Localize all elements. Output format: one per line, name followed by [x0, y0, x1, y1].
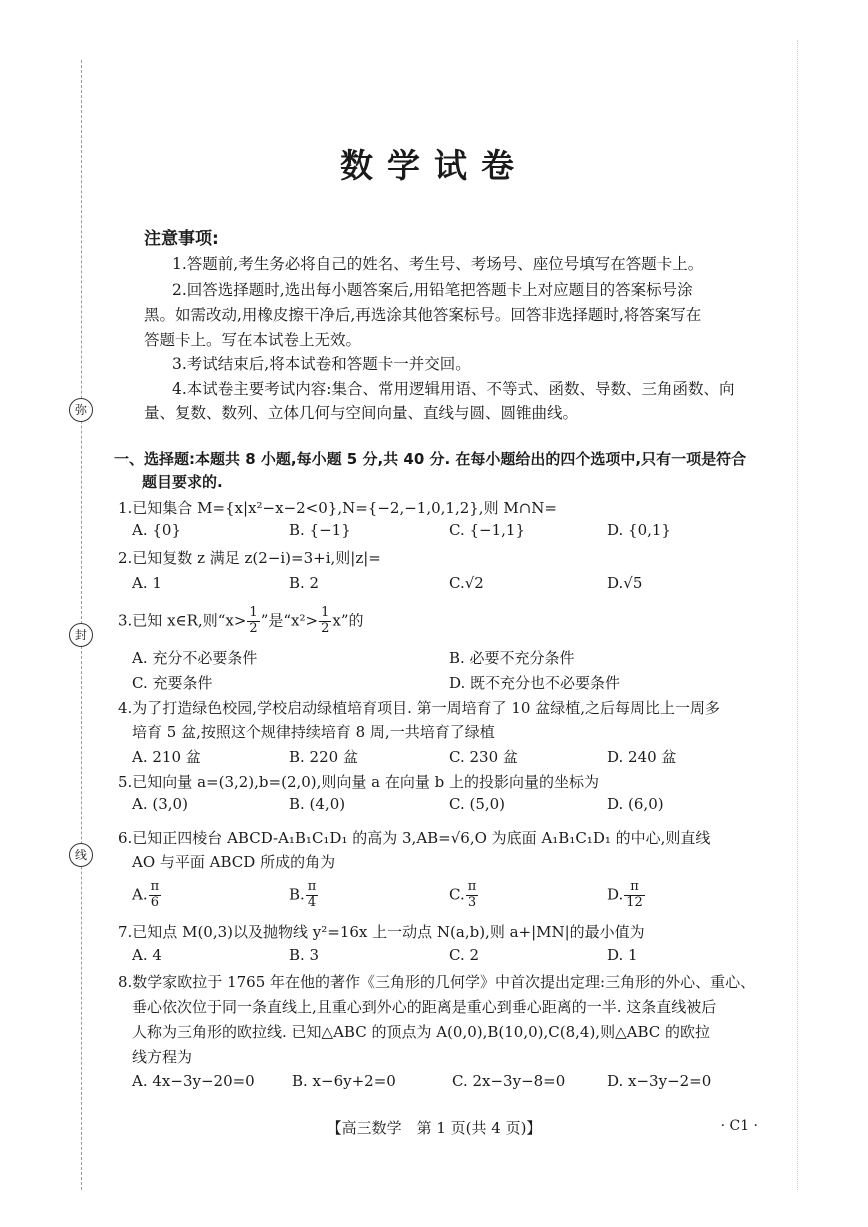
notice-line: 3.考试结束后,将本试卷和答题卡一并交回。: [172, 355, 471, 373]
q7-option-d[interactable]: D. 1: [607, 946, 638, 964]
q4-option-b[interactable]: B. 220 盆: [289, 748, 358, 766]
page-edge: [797, 40, 798, 1190]
page-footer: 【高三数学 第 1 页(共 4 页)】: [326, 1119, 542, 1137]
q3-stem-b: ”是“x²>: [260, 611, 319, 630]
q1-option-a[interactable]: A. {0}: [132, 521, 181, 539]
q6-option-b[interactable]: B. $\frac{\pi}{4}$: [289, 879, 317, 910]
notice-line: 黑。如需改动,用橡皮擦干净后,再选涂其他答案标号。回答非选择题时,将答案写在: [144, 306, 702, 324]
q2-option-c[interactable]: C.√2: [449, 574, 484, 592]
question-6-line2: AO 与平面 ABCD 所成的角为: [132, 853, 336, 871]
question-2-stem: 2.已知复数 z 满足 z(2−i)=3+i,则|z|=: [118, 549, 381, 567]
q4-option-a[interactable]: A. 210 盆: [132, 748, 201, 766]
q8-option-d[interactable]: D. x−3y−2=0: [607, 1072, 712, 1090]
question-4-line2: 培育 5 盆,按照这个规律持续培育 8 周,一共培育了绿植: [132, 723, 495, 741]
q6-option-a[interactable]: A. $\frac{\pi}{6}$: [132, 879, 160, 910]
q5-option-c[interactable]: C. (5,0): [449, 795, 506, 813]
question-3-stem: [118, 606, 364, 637]
question-8-line3: 人称为三角形的欧拉线. 已知△ABC 的顶点为 A(0,0),B(10,0),C(8,4),则△ABC 的欧拉: [132, 1023, 710, 1041]
question-8-line1: 8.数学家欧拉于 1765 年在他的著作《三角形的几何学》中首次提出定理:三角形的外心、重心、: [118, 973, 756, 991]
q4-option-d[interactable]: D. 240 盆: [607, 748, 677, 766]
q5-option-d[interactable]: D. (6,0): [607, 795, 664, 813]
q3-stem-c: x”的: [332, 611, 364, 630]
binding-mark-mi: 弥: [69, 398, 93, 422]
question-1-stem: 1.已知集合 M={x|x²−x−2<0},N={−2,−1,0,1,2},则 M∩N=: [118, 499, 557, 517]
paper-code: · C1 ·: [720, 1118, 758, 1134]
q1-option-c[interactable]: C. {−1,1}: [449, 521, 525, 539]
q6-option-d[interactable]: D. $\frac{\pi}{12}$: [607, 879, 643, 910]
notice-line: 答题卡上。写在本试卷上无效。: [144, 331, 362, 349]
q3-option-c[interactable]: C. 充要条件: [132, 674, 213, 692]
q6-option-c[interactable]: C. $\frac{\pi}{3}$: [449, 879, 477, 910]
notice-line: 4.本试卷主要考试内容:集合、常用逻辑用语、不等式、函数、导数、三角函数、向: [172, 380, 735, 398]
notice-heading: 注意事项:: [144, 229, 219, 249]
section-heading: 一、选择题:本题共 8 小题,每小题 5 分,共 40 分. 在每小题给出的四个选项中,只有一项是符合: [114, 450, 747, 468]
question-8-line2: 垂心依次位于同一条直线上,且重心到外心的距离是重心到垂心距离的一半. 这条直线被后: [132, 998, 717, 1016]
q3-option-d[interactable]: D. 既不充分也不必要条件: [449, 674, 621, 692]
paper-title: 数学试卷: [340, 146, 528, 185]
binding-mark-feng: 封: [69, 623, 93, 647]
q2-option-a[interactable]: A. 1: [132, 574, 162, 592]
binding-mark-xian: 线: [69, 843, 93, 867]
q8-option-c[interactable]: C. 2x−3y−8=0: [452, 1072, 566, 1090]
q7-option-c[interactable]: C. 2: [449, 946, 480, 964]
q2-option-b[interactable]: B. 2: [289, 574, 320, 592]
notice-line: 量、复数、数列、立体几何与空间向量、直线与圆、圆锥曲线。: [144, 404, 579, 422]
notice-line: 1.答题前,考生务必将自己的姓名、考生号、考场号、座位号填写在答题卡上。: [172, 255, 704, 273]
q4-option-c[interactable]: C. 230 盆: [449, 748, 518, 766]
q3-fraction-1: $\frac{1}{2}$: [249, 605, 258, 636]
q5-option-b[interactable]: B. (4,0): [289, 795, 346, 813]
q1-option-d[interactable]: D. {0,1}: [607, 521, 671, 539]
notice-line: 2.回答选择题时,选出每小题答案后,用铅笔把答题卡上对应题目的答案标号涂: [172, 281, 693, 299]
question-5-stem: 5.已知向量 a=(3,2),b=(2,0),则向量 a 在向量 b 上的投影向量的坐标为: [118, 773, 600, 791]
question-8-line4: 线方程为: [132, 1048, 193, 1066]
q3-fraction-2: $\frac{1}{2}$: [321, 605, 330, 636]
question-4-line1: 4.为了打造绿色校园,学校启动绿植培育项目. 第一周培育了 10 盆绿植,之后每周比上一周多: [118, 699, 721, 717]
q7-option-b[interactable]: B. 3: [289, 946, 320, 964]
section-heading-cont: 题目要求的.: [142, 473, 223, 491]
q3-option-b[interactable]: B. 必要不充分条件: [449, 649, 575, 667]
q3-stem-a: 3.已知 x∈R,则“x>: [118, 611, 247, 630]
q5-option-a[interactable]: A. (3,0): [132, 795, 188, 813]
q8-option-b[interactable]: B. x−6y+2=0: [292, 1072, 396, 1090]
q8-option-a[interactable]: A. 4x−3y−20=0: [132, 1072, 255, 1090]
question-6-line1: 6.已知正四棱台 ABCD-A₁B₁C₁D₁ 的高为 3,AB=√6,O 为底面 A₁B₁C₁D₁ 的中心,则直线: [118, 829, 711, 847]
q2-option-d[interactable]: D.√5: [607, 574, 643, 592]
question-7-stem: 7.已知点 M(0,3)以及抛物线 y²=16x 上一动点 N(a,b),则 a+|MN|的最小值为: [118, 923, 645, 941]
q7-option-a[interactable]: A. 4: [132, 946, 162, 964]
q3-option-a[interactable]: A. 充分不必要条件: [132, 649, 258, 667]
q1-option-b[interactable]: B. {−1}: [289, 521, 351, 539]
